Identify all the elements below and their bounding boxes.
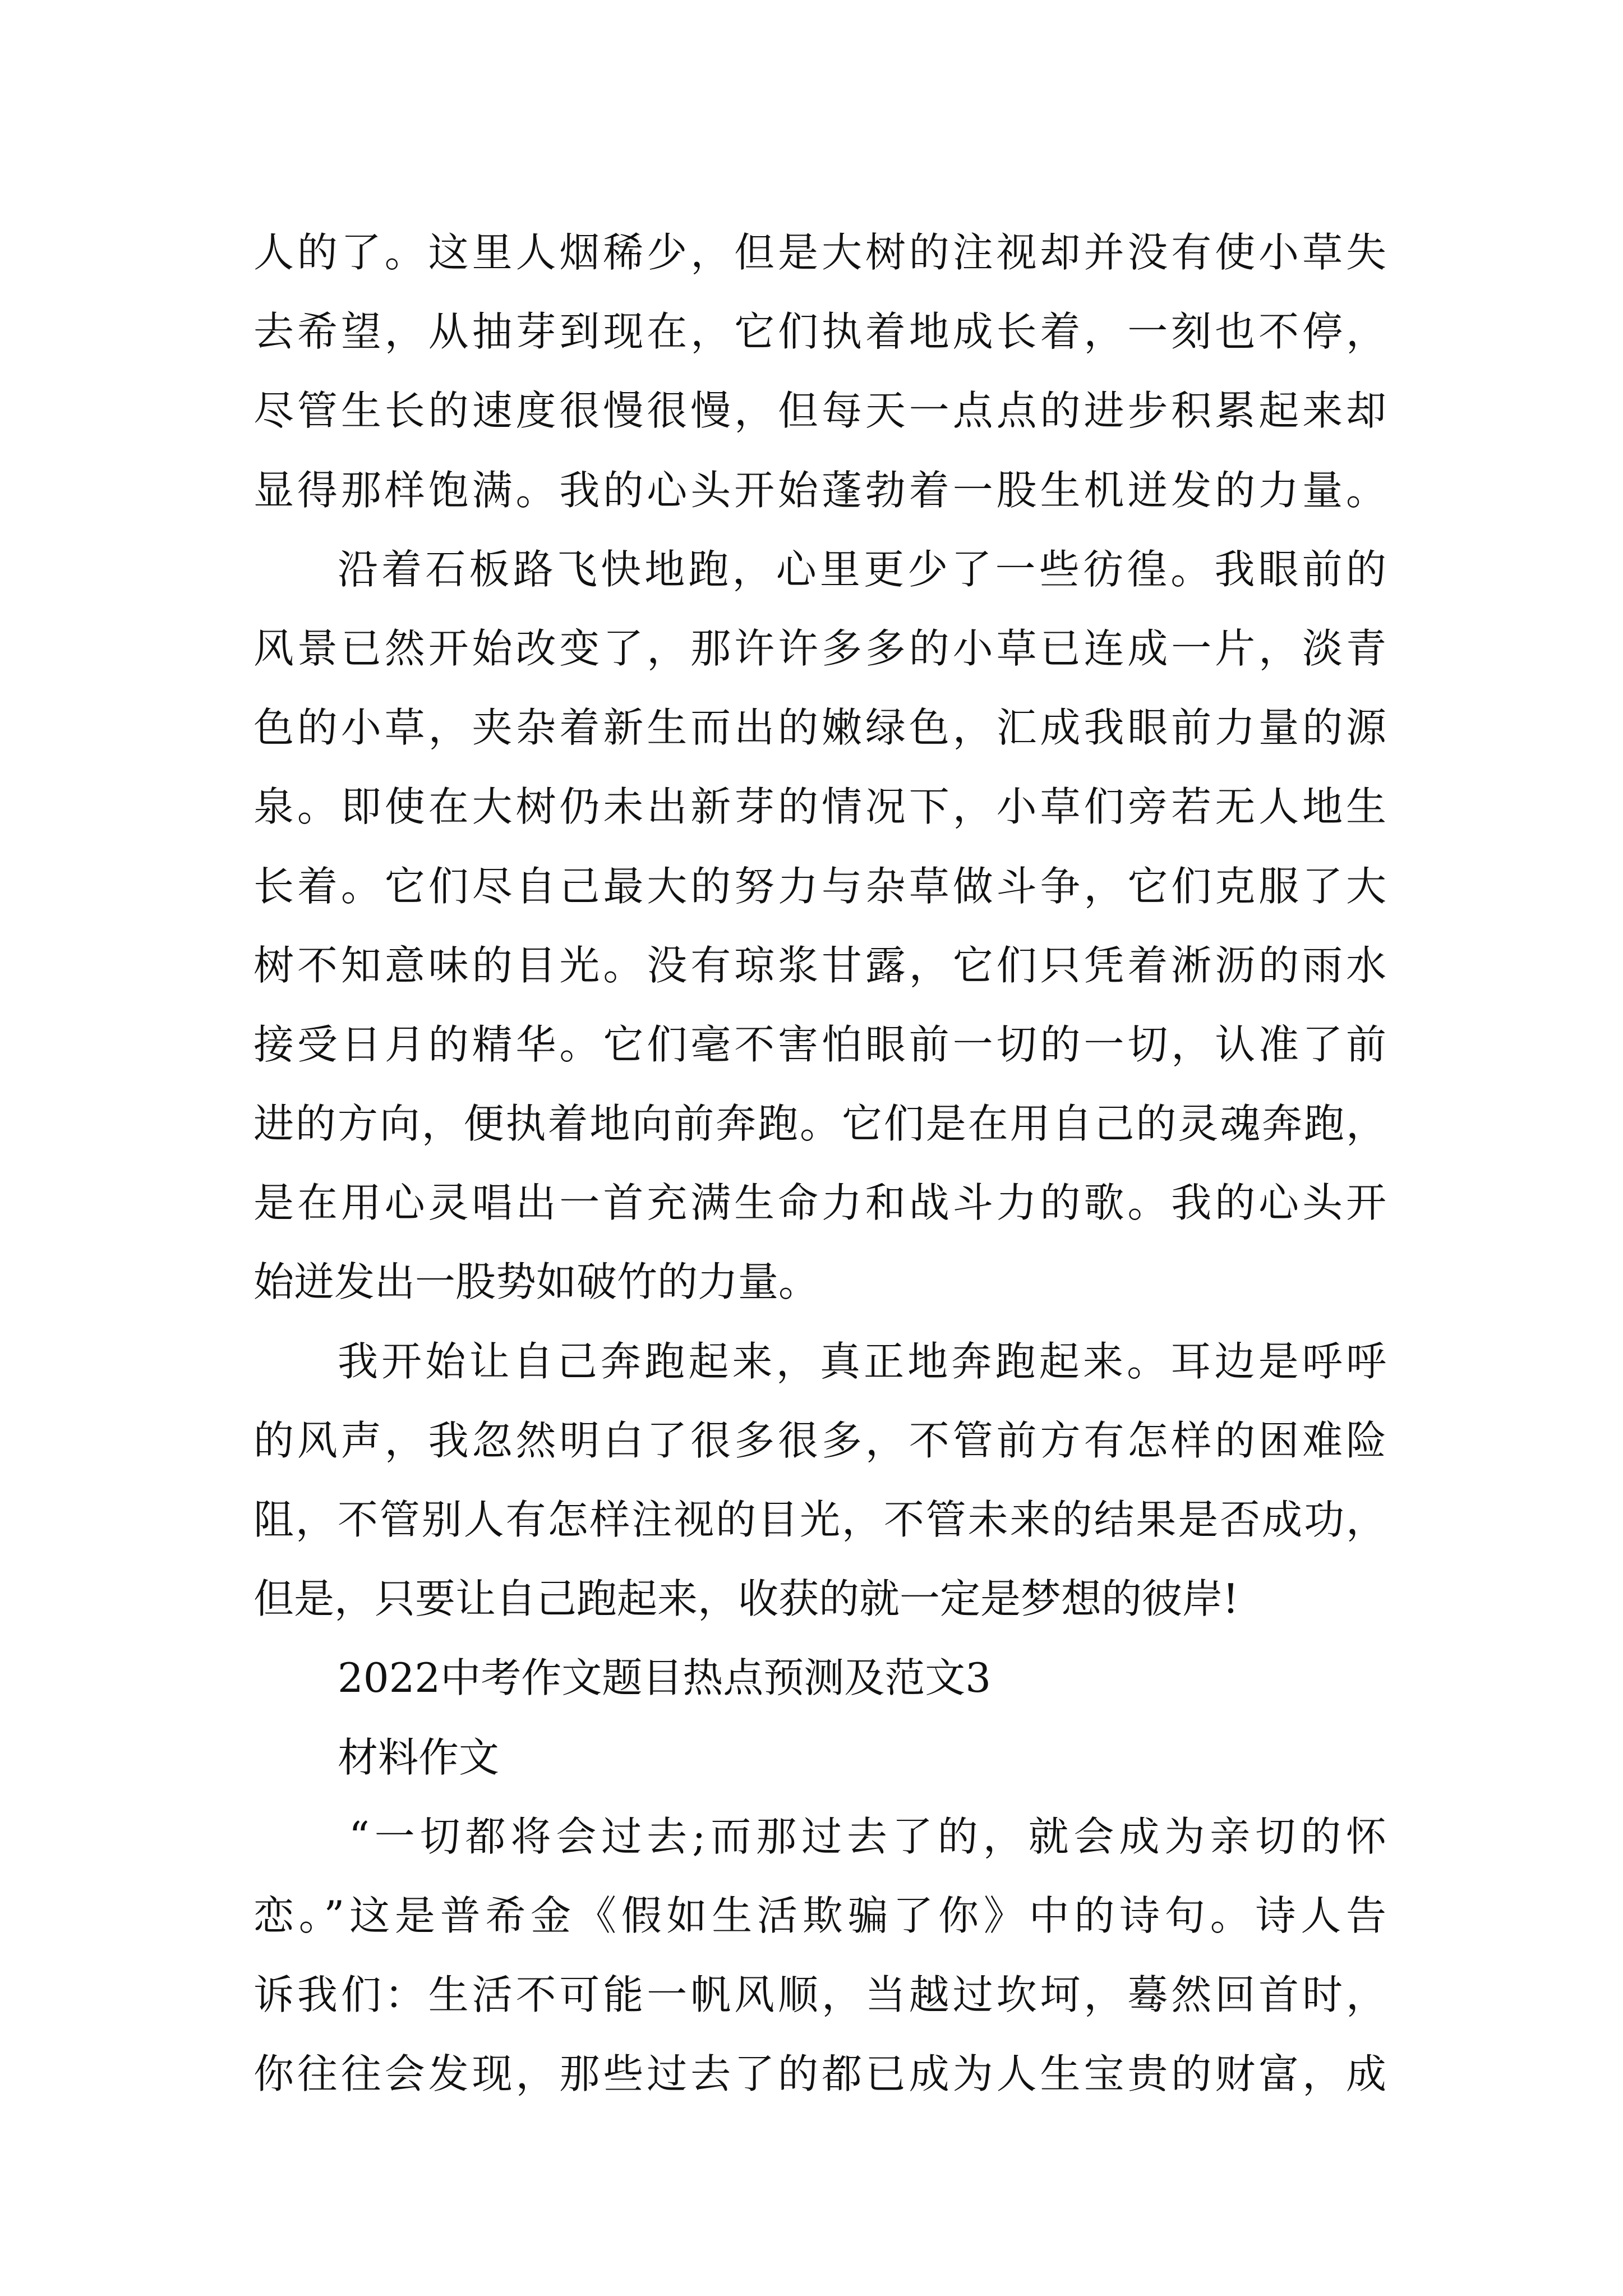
text-line: 阻，不管别人有怎样注视的目光，不管未来的结果是否成功， — [253, 1496, 1386, 1543]
text-line: 的风声，我忽然明白了很多很多，不管前方有怎样的困难险 — [253, 1416, 1386, 1464]
paragraph-end-line: 但是，只要让自己跑起来，收获的就一定是梦想的彼岸! — [253, 1575, 1239, 1623]
text-line: 风景已然开始改变了，那许许多多的小草已连成一片，淡青 — [253, 624, 1386, 672]
text-line: 长着。它们尽自己最大的努力与杂草做斗争，它们克服了大 — [253, 862, 1386, 910]
paragraph-start-line: 沿着石板路飞快地跑，心里更少了一些彷徨。我眼前的 — [338, 545, 1386, 593]
text-line: 接受日月的精华。它们毫不害怕眼前一切的一切，认准了前 — [253, 1020, 1386, 1068]
paragraph-start-line: 我开始让自己奔跑起来，真正地奔跑起来。耳边是呼呼 — [338, 1337, 1386, 1385]
text-line: 进的方向，便执着地向前奔跑。它们是在用自己的灵魂奔跑， — [253, 1100, 1386, 1148]
section-subheading: 材料作文 — [338, 1733, 500, 1781]
text-line: 去希望，从抽芽到现在，它们执着地成长着，一刻也不停， — [253, 308, 1386, 356]
text-line: 恋。”这是普希金《假如生活欺骗了你》中的诗句。诗人告 — [253, 1892, 1386, 1939]
text-line: 尽管生长的速度很慢很慢，但每天一点点的进步积累起来却 — [253, 387, 1386, 435]
section-heading: 2022中考作文题目热点预测及范文3 — [338, 1654, 992, 1702]
document-body — [253, 213, 1386, 2114]
paragraph-end-line: 始迸发出一股势如破竹的力量。 — [253, 1258, 819, 1306]
text-line: 显得那样饱满。我的心头开始蓬勃着一股生机迸发的力量。 — [253, 466, 1386, 514]
text-line: 诉我们：生活不可能一帆风顺，当越过坎坷，蓦然回首时， — [253, 1971, 1386, 2019]
paragraph-start-line: “一切都将会过去;而那过去了的，就会成为亲切的怀 — [349, 1812, 1386, 1860]
text-line: 你往往会发现，那些过去了的都已成为人生宝贵的财富，成 — [253, 2050, 1386, 2098]
text-line: 泉。即使在大树仍未出新芽的情况下，小草们旁若无人地生 — [253, 783, 1386, 831]
text-line: 色的小草，夹杂着新生而出的嫩绿色，汇成我眼前力量的源 — [253, 704, 1386, 752]
text-line: 树不知意味的目光。没有琼浆甘露，它们只凭着淅沥的雨水 — [253, 941, 1386, 989]
text-line: 是在用心灵唱出一首充满生命力和战斗力的歌。我的心头开 — [253, 1179, 1386, 1227]
text-line: 人的了。这里人烟稀少，但是大树的注视却并没有使小草失 — [253, 229, 1386, 276]
